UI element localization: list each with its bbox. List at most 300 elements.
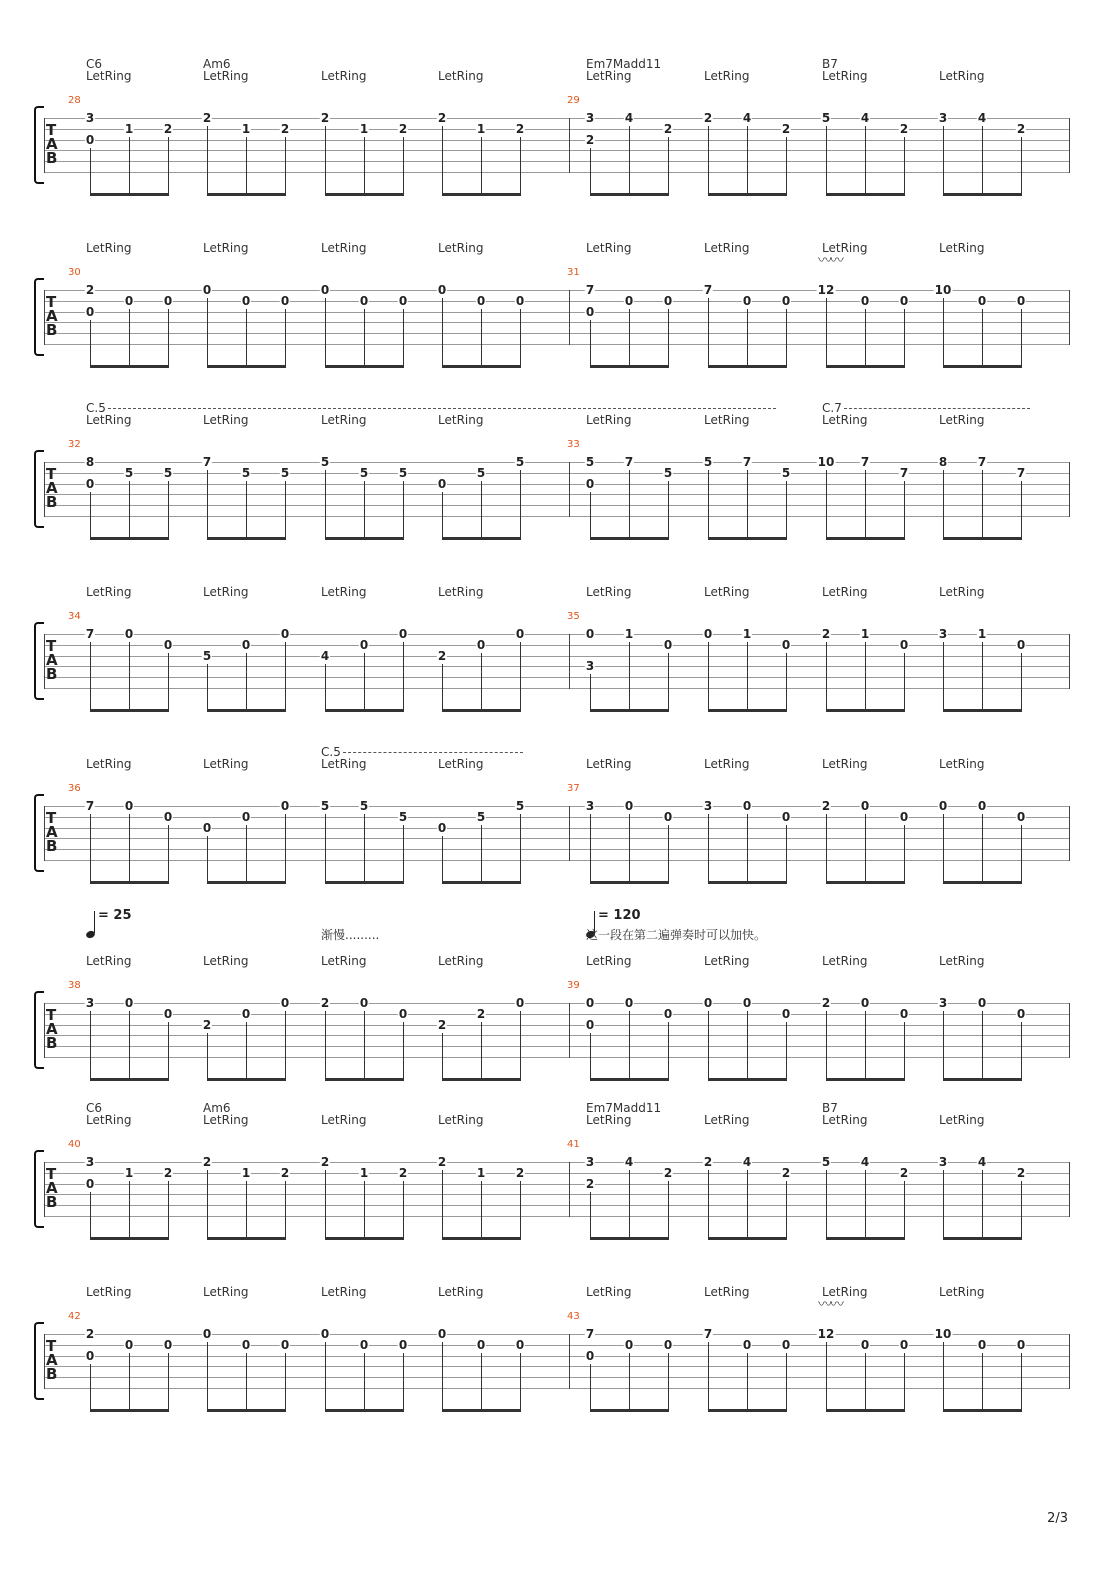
note-stem: [285, 1181, 286, 1237]
fret-number: 0: [703, 627, 713, 641]
let-ring-label: LetRing: [86, 241, 132, 255]
note-stem: [207, 1170, 208, 1237]
note-stem: [668, 825, 669, 881]
chord-name: Em7Madd11: [586, 1101, 662, 1115]
tab-clef-letter: T: [46, 120, 57, 139]
quarter-note-stem: [94, 911, 95, 933]
note-stem: [168, 137, 169, 193]
fret-number: 0: [781, 809, 791, 824]
note-stem: [826, 1011, 827, 1078]
fret-number: 0: [899, 809, 909, 824]
chord-name: Am6: [203, 1101, 231, 1115]
fret-number: 0: [163, 1337, 173, 1352]
fret-number: 0: [280, 799, 290, 813]
staff-line: [44, 161, 1070, 162]
fret-number: 3: [585, 111, 595, 125]
fret-number: 0: [437, 1327, 447, 1341]
note-stem: [129, 481, 130, 537]
beam: [442, 365, 521, 368]
note-stem: [943, 470, 944, 537]
measure-number: 39: [567, 980, 580, 991]
fret-number: 5: [241, 465, 251, 480]
note-stem: [442, 836, 443, 881]
barline: [44, 1162, 45, 1217]
fret-number: 2: [85, 1327, 95, 1341]
note-stem: [403, 481, 404, 537]
note-stem: [943, 814, 944, 881]
note-stem: [590, 814, 591, 881]
let-ring-label: LetRing: [586, 241, 632, 255]
measure-number: 40: [68, 1139, 81, 1150]
note-stem: [285, 309, 286, 365]
fret-number: 5: [163, 465, 173, 480]
note-stem: [207, 664, 208, 709]
staff-line: [44, 838, 1070, 839]
staff-line: [44, 494, 1070, 495]
fret-number: 0: [977, 293, 987, 308]
system-brace: [34, 794, 44, 872]
note-stem: [826, 1170, 827, 1237]
let-ring-label: LetRing: [586, 757, 632, 771]
staff-line: [44, 677, 1070, 678]
let-ring-label: LetRing: [822, 954, 868, 968]
fret-number: 0: [624, 799, 634, 813]
note-stem: [629, 1011, 630, 1078]
fret-number: 10: [934, 283, 952, 297]
note-stem: [747, 309, 748, 365]
barline: [44, 290, 45, 345]
fret-number: 5: [821, 1155, 831, 1169]
note-stem: [325, 1011, 326, 1078]
tab-clef-letter: B: [46, 1364, 58, 1383]
beam: [826, 709, 905, 712]
let-ring-label: LetRing: [822, 1113, 868, 1127]
fret-number: 0: [85, 132, 95, 147]
note-stem: [826, 126, 827, 193]
staff-line: [44, 118, 1070, 119]
staff-line: [44, 150, 1070, 151]
fret-number: 7: [742, 455, 752, 469]
fret-number: 5: [320, 455, 330, 469]
barre-label: C.5: [86, 401, 106, 415]
system-brace: [34, 622, 44, 700]
fret-number: 5: [703, 455, 713, 469]
beam: [90, 881, 169, 884]
fret-number: 2: [85, 283, 95, 297]
note-stem: [943, 1011, 944, 1078]
note-stem: [904, 1181, 905, 1237]
tab-system: [0, 908, 1110, 1111]
note-stem: [904, 825, 905, 881]
fret-number: 0: [1016, 293, 1026, 308]
barline: [1069, 462, 1070, 517]
fret-number: 7: [202, 455, 212, 469]
staff-line: [44, 516, 1070, 517]
fret-number: 12: [817, 1327, 835, 1341]
barline: [569, 118, 570, 173]
fret-number: 5: [398, 465, 408, 480]
note-stem: [129, 814, 130, 881]
beam: [590, 709, 669, 712]
fret-number: 2: [821, 627, 831, 641]
tab-system: [0, 228, 1110, 398]
let-ring-label: LetRing: [321, 241, 367, 255]
note-stem: [246, 1353, 247, 1409]
fret-number: 0: [899, 637, 909, 652]
fret-number: 1: [124, 121, 134, 136]
fret-number: 2: [781, 121, 791, 136]
beam: [590, 365, 669, 368]
note-stem: [481, 1022, 482, 1078]
note-stem: [1021, 137, 1022, 193]
tab-clef-letter: A: [46, 478, 58, 497]
let-ring-label: LetRing: [438, 585, 484, 599]
note-stem: [481, 137, 482, 193]
fret-number: 0: [663, 637, 673, 652]
fret-number: 2: [585, 132, 595, 147]
beam: [708, 1237, 787, 1240]
staff-line: [44, 1205, 1070, 1206]
barline: [44, 1334, 45, 1389]
fret-number: 5: [781, 465, 791, 480]
chord-name: C6: [86, 57, 103, 71]
let-ring-label: LetRing: [438, 757, 484, 771]
fret-number: 0: [359, 996, 369, 1010]
note-stem: [747, 1011, 748, 1078]
beam: [325, 537, 404, 540]
note-stem: [708, 1342, 709, 1409]
note-stem: [786, 653, 787, 709]
let-ring-label: LetRing: [939, 757, 985, 771]
note-stem: [786, 1353, 787, 1409]
fret-number: 0: [241, 293, 251, 308]
note-stem: [786, 1181, 787, 1237]
tab-clef-letter: T: [46, 1336, 57, 1355]
fret-number: 0: [398, 627, 408, 641]
staff-line: [44, 1057, 1070, 1058]
barline: [44, 1003, 45, 1058]
fret-number: 5: [515, 799, 525, 813]
note-stem: [1021, 481, 1022, 537]
fret-number: 10: [934, 1327, 952, 1341]
let-ring-label: LetRing: [321, 585, 367, 599]
fret-number: 3: [585, 659, 595, 674]
staff-line: [44, 806, 1070, 807]
note-stem: [708, 1011, 709, 1078]
note-stem: [364, 814, 365, 881]
measure-number: 43: [567, 1311, 580, 1322]
page-number: 2/3: [1047, 1511, 1068, 1526]
fret-number: 0: [515, 627, 525, 641]
let-ring-label: LetRing: [321, 954, 367, 968]
let-ring-label: LetRing: [86, 954, 132, 968]
fret-number: 5: [359, 799, 369, 813]
staff-line: [44, 1003, 1070, 1004]
chord-name: C6: [86, 1101, 103, 1115]
fret-number: 0: [241, 1337, 251, 1352]
fret-number: 7: [624, 455, 634, 469]
staff-line: [44, 1184, 1070, 1185]
fret-number: 2: [163, 1165, 173, 1180]
let-ring-label: LetRing: [704, 241, 750, 255]
note-stem: [442, 298, 443, 365]
beam: [207, 881, 286, 884]
note-stem: [865, 470, 866, 537]
fret-number: 0: [124, 799, 134, 813]
fret-number: 4: [860, 111, 870, 125]
fret-number: 1: [742, 627, 752, 641]
let-ring-label: LetRing: [586, 1285, 632, 1299]
fret-number: 0: [624, 1337, 634, 1352]
note-stem: [207, 1342, 208, 1409]
let-ring-label: LetRing: [586, 585, 632, 599]
let-ring-label: LetRing: [438, 954, 484, 968]
note-stem: [826, 814, 827, 881]
note-stem: [708, 1170, 709, 1237]
note-stem: [129, 1011, 130, 1078]
tab-clef-letter: T: [46, 464, 57, 483]
fret-number: 2: [398, 1165, 408, 1180]
fret-number: 0: [585, 996, 595, 1010]
fret-number: 0: [515, 996, 525, 1010]
beam: [943, 365, 1022, 368]
note-stem: [708, 126, 709, 193]
note-stem: [520, 137, 521, 193]
note-stem: [90, 492, 91, 537]
note-stem: [129, 1181, 130, 1237]
fret-number: 0: [124, 1337, 134, 1352]
barline: [569, 634, 570, 689]
fret-number: 2: [280, 1165, 290, 1180]
note-stem: [481, 309, 482, 365]
fret-number: 7: [85, 799, 95, 813]
fret-number: 0: [241, 637, 251, 652]
note-stem: [1021, 309, 1022, 365]
fret-number: 4: [860, 1155, 870, 1169]
note-stem: [481, 825, 482, 881]
note-stem: [786, 481, 787, 537]
note-stem: [982, 642, 983, 709]
tab-clef-letter: B: [46, 1192, 58, 1211]
note-stem: [590, 492, 591, 537]
fret-number: 0: [202, 283, 212, 297]
barline: [44, 634, 45, 689]
note-stem: [747, 814, 748, 881]
staff-line: [44, 344, 1070, 345]
barline: [1069, 634, 1070, 689]
beam: [943, 1409, 1022, 1412]
measure-number: 28: [68, 95, 81, 106]
beam: [207, 709, 286, 712]
fret-number: 0: [742, 1337, 752, 1352]
fret-number: 2: [703, 111, 713, 125]
note-stem: [668, 1181, 669, 1237]
note-stem: [708, 814, 709, 881]
fret-number: 5: [320, 799, 330, 813]
beam: [325, 365, 404, 368]
note-stem: [904, 1022, 905, 1078]
staff-line: [44, 1334, 1070, 1335]
note-stem: [826, 470, 827, 537]
fret-number: 1: [977, 627, 987, 641]
fret-number: 2: [163, 121, 173, 136]
let-ring-label: LetRing: [939, 413, 985, 427]
let-ring-label: LetRing: [438, 1113, 484, 1127]
note-stem: [786, 137, 787, 193]
fret-number: 0: [124, 996, 134, 1010]
note-stem: [708, 298, 709, 365]
fret-number: 7: [899, 465, 909, 480]
tab-clef-letter: A: [46, 134, 58, 153]
beam: [708, 881, 787, 884]
fret-number: 5: [821, 111, 831, 125]
fret-number: 0: [1016, 637, 1026, 652]
note-stem: [982, 126, 983, 193]
fret-number: 4: [742, 111, 752, 125]
fret-number: 2: [781, 1165, 791, 1180]
staff-line: [44, 1366, 1070, 1367]
note-stem: [285, 481, 286, 537]
fret-number: 3: [585, 799, 595, 813]
fret-number: 2: [398, 121, 408, 136]
fret-number: 0: [85, 1348, 95, 1363]
note-stem: [629, 126, 630, 193]
measure-number: 31: [567, 267, 580, 278]
fret-number: 0: [938, 799, 948, 813]
staff-line: [44, 1194, 1070, 1195]
note-stem: [90, 1192, 91, 1237]
fret-number: 0: [320, 283, 330, 297]
beam: [325, 881, 404, 884]
fret-number: 0: [1016, 1006, 1026, 1021]
let-ring-label: LetRing: [939, 1285, 985, 1299]
staff-line: [44, 473, 1070, 474]
note-stem: [403, 1353, 404, 1409]
note-stem: [285, 1353, 286, 1409]
fret-number: 0: [860, 293, 870, 308]
fret-number: 3: [703, 799, 713, 813]
barline: [569, 1334, 570, 1389]
let-ring-label: LetRing: [203, 954, 249, 968]
fret-number: 0: [585, 476, 595, 491]
note-stem: [325, 1170, 326, 1237]
note-stem: [90, 320, 91, 365]
let-ring-label: LetRing: [86, 585, 132, 599]
fret-number: 5: [124, 465, 134, 480]
system-brace: [34, 991, 44, 1069]
note-stem: [865, 1011, 866, 1078]
fret-number: 0: [202, 1327, 212, 1341]
note-stem: [1021, 653, 1022, 709]
fret-number: 2: [437, 648, 447, 663]
note-stem: [629, 309, 630, 365]
beam: [442, 1237, 521, 1240]
let-ring-label: LetRing: [203, 413, 249, 427]
staff-line: [44, 505, 1070, 506]
note-stem: [403, 1181, 404, 1237]
note-stem: [246, 309, 247, 365]
note-stem: [246, 653, 247, 709]
let-ring-label: LetRing: [704, 954, 750, 968]
note-stem: [168, 1181, 169, 1237]
beam: [442, 1409, 521, 1412]
beam: [325, 1237, 404, 1240]
note-stem: [629, 1353, 630, 1409]
beam: [207, 1237, 286, 1240]
note-stem: [668, 481, 669, 537]
fret-number: 0: [359, 1337, 369, 1352]
tab-clef-letter: A: [46, 1350, 58, 1369]
system-brace: [34, 106, 44, 184]
fret-number: 0: [663, 293, 673, 308]
note-stem: [442, 126, 443, 193]
let-ring-label: LetRing: [86, 69, 132, 83]
staff-line: [44, 634, 1070, 635]
let-ring-label: LetRing: [203, 1113, 249, 1127]
note-stem: [590, 148, 591, 193]
note-stem: [90, 1011, 91, 1078]
fret-number: 7: [860, 455, 870, 469]
fret-number: 2: [821, 996, 831, 1010]
let-ring-label: LetRing: [822, 413, 868, 427]
fret-number: 0: [476, 1337, 486, 1352]
note-stem: [786, 1022, 787, 1078]
beam: [325, 193, 404, 196]
beam: [90, 365, 169, 368]
fret-number: 0: [977, 996, 987, 1010]
beam: [90, 1078, 169, 1081]
performance-text: 渐慢.........: [321, 928, 380, 942]
let-ring-label: LetRing: [822, 1285, 868, 1299]
beam: [442, 193, 521, 196]
barline: [569, 806, 570, 861]
note-stem: [442, 1342, 443, 1409]
note-stem: [442, 664, 443, 709]
note-stem: [982, 814, 983, 881]
note-stem: [668, 653, 669, 709]
system-brace: [34, 1322, 44, 1400]
beam: [442, 537, 521, 540]
beam: [826, 881, 905, 884]
fret-number: 5: [663, 465, 673, 480]
fret-number: 0: [899, 1337, 909, 1352]
fret-number: 1: [860, 627, 870, 641]
staff-line: [44, 1216, 1070, 1217]
note-stem: [325, 664, 326, 709]
barline: [1069, 1162, 1070, 1217]
note-stem: [481, 1181, 482, 1237]
note-stem: [747, 642, 748, 709]
note-stem: [403, 825, 404, 881]
note-stem: [865, 814, 866, 881]
fret-number: 2: [476, 1006, 486, 1021]
tab-clef-letter: T: [46, 636, 57, 655]
note-stem: [325, 298, 326, 365]
note-stem: [865, 309, 866, 365]
note-stem: [129, 137, 130, 193]
beam: [90, 193, 169, 196]
staff-line: [44, 1377, 1070, 1378]
chord-name: Em7Madd11: [586, 57, 662, 71]
note-stem: [943, 1342, 944, 1409]
fret-number: 2: [899, 121, 909, 136]
note-stem: [129, 642, 130, 709]
fret-number: 2: [515, 121, 525, 136]
note-stem: [246, 1181, 247, 1237]
staff-line: [44, 656, 1070, 657]
beam: [590, 1237, 669, 1240]
note-stem: [285, 137, 286, 193]
